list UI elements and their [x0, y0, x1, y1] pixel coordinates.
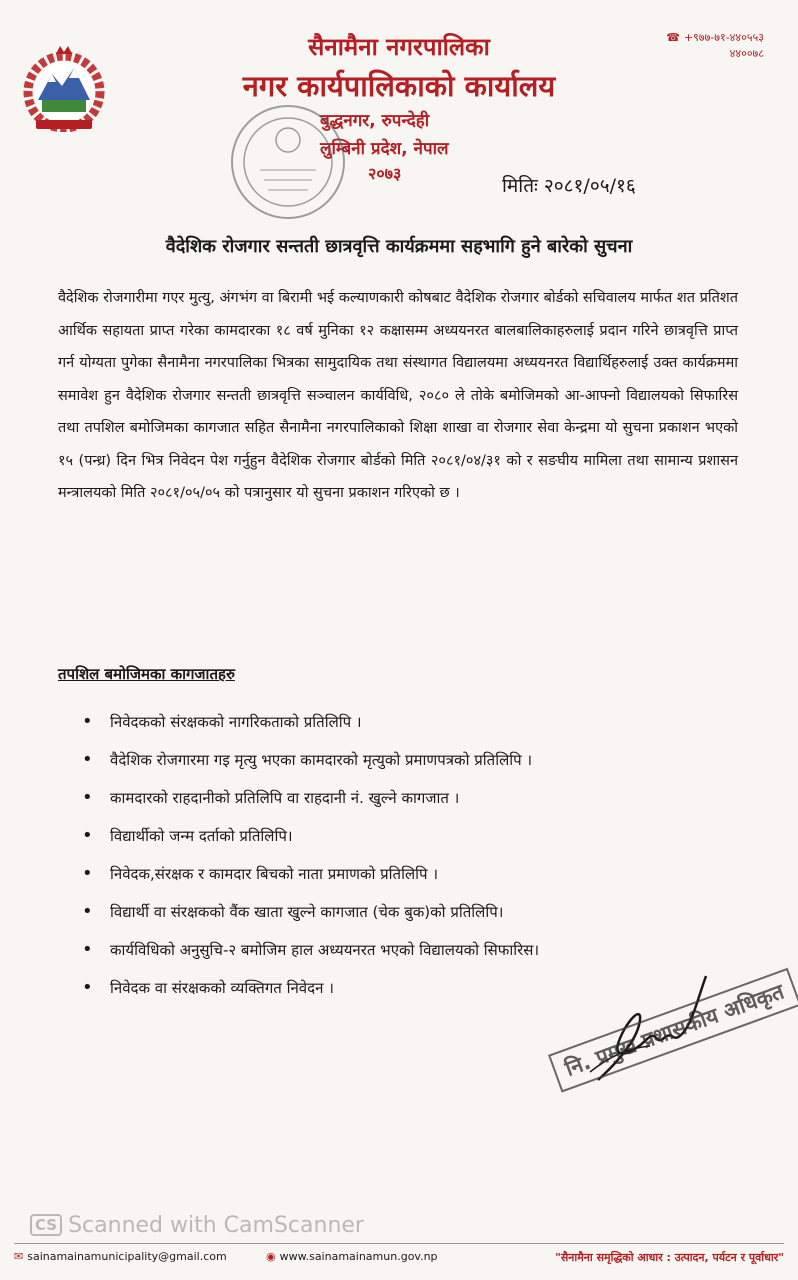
notice-body: वैदेशिक रोजगारीमा गएर मुत्यु, अंगभंग वा बिरामी भई कल्याणकारी कोषबाट वैदेशिक रोजगार बोर्डको सचिवालय मार्फत शत प्रतिशत आर्थिक सहायता प्राप्त गरेका कामदारका १८ वर्ष मुनिका १२ कक्षासम्म अध्ययनरत बालबालिकाहरुलाई प्रदान गरिने छात्रवृत्ति प्राप्त गर्न योग्यता पुगेका सैनामैना नगरपालिका भित्रका सामुदायिक तथा संस्थागत विद्यालयमा अध्ययनरत विद्यार्थिहरुलाई उक्त कार्यक्रममा समावेश हुन वैदेशिक रोजगार सन्तती छात्रवृत्ति सञ्चालन कार्यविधि, २०८० ले तोके बमोजिमको आ-आफ्नो विद्यालयको सिफारिस तथा तपशिल बमोजिमका कागजात सहित सैनामैना नगरपालिकाको शिक्षा शाखा वा रोजगार सेवा केन्द्रमा यो सुचना प्रकाशन भएको १५ (पन्ध्र) दिन भित्र निवेदन पेश गर्नुहुन वैदेशिक रोजगार बोर्डको मिति २०८१/०४/३१ को र सङघीय मामिला तथा सामान्य प्रशासन मन्त्रालयको मिति २०८१/०५/०५ को पत्रानुसार यो सुचना प्रकाशन गरिएको छ । — [58, 290, 738, 501]
office-name-line2: नगर कार्यपालिकाको कार्यालय — [242, 69, 556, 103]
website-text: www.sainamainamun.gov.np — [279, 1250, 438, 1263]
phone-line2: ४४००७८ — [729, 47, 764, 60]
office-round-stamp — [218, 100, 358, 230]
page-footer — [14, 1243, 784, 1274]
list-item: • निवेदक वा संरक्षकको व्यक्तिगत निवेदन । — [80, 976, 730, 1014]
email-icon: ✉ — [14, 1250, 24, 1263]
list-item: • निवेदकको संरक्षकको नागरिकताको प्रतिलिपि । — [80, 710, 730, 748]
phone-line1: +९७७-७१-४४०५५३ — [683, 31, 764, 44]
footer-website[interactable] — [266, 1250, 438, 1263]
scanner-watermark — [30, 1213, 364, 1238]
office-name-line1: सैनामैना नगरपालिका — [308, 33, 490, 61]
officer-designation-stamp: नि. प्रमुख प्रशासकीय अधिकृत — [548, 968, 798, 1093]
list-item: • कामदारको राहदानीको प्रतिलिपि वा राहदानी नं. खुल्ने कागजात । — [80, 786, 730, 824]
web-icon: ◉ — [266, 1250, 276, 1263]
address-line2: लुम्बिनी प्रदेश, नेपाल — [320, 139, 449, 159]
documents-heading: तपशिल बमोजिमका कागजातहरु — [58, 665, 235, 683]
list-item: • विद्यार्थी वा संरक्षकको वैंक खाता खुल्ने कागजात (चेक बुक)को प्रतिलिपि। — [80, 900, 730, 938]
camscanner-logo-icon: CS — [30, 1214, 62, 1236]
watermark-text: Scanned with CamScanner — [68, 1213, 364, 1238]
footer-slogan: "सैनामैना समृद्धिको आधार : उत्पादन, पर्यटन र पूर्वाधार" — [555, 1251, 784, 1264]
list-item: • निवेदक,संरक्षक र कामदार बिचको नाता प्रमाणको प्रतिलिपि । — [80, 862, 730, 900]
footer-email[interactable] — [14, 1250, 227, 1263]
list-item: • कार्यविधिको अनुसुचि-२ बमोजिम हाल अध्ययनरत भएको विद्यालयको सिफारिस। — [80, 938, 730, 976]
phone-icon: ☎ — [666, 31, 680, 44]
email-text: sainamainamunicipality@gmail.com — [27, 1250, 227, 1263]
established-year: २०७३ — [368, 164, 402, 183]
address-line1: बुद्धनगर, रुपन्देही — [320, 111, 430, 131]
phone-block — [666, 30, 764, 62]
notice-date: मितिः २०८१/०५/१६ — [502, 175, 636, 197]
list-item: • वैदेशिक रोजगारमा गइ मृत्यु भएका कामदारको मृत्युको प्रमाणपत्रको प्रतिलिपि । — [80, 748, 730, 786]
notice-subject: वैदेशिक रोजगार सन्तती छात्रवृत्ति कार्यक्रममा सहभागि हुने बारेको सुचना — [165, 236, 633, 257]
list-item: • विद्यार्थीको जन्म दर्ताको प्रतिलिपि। — [80, 824, 730, 862]
